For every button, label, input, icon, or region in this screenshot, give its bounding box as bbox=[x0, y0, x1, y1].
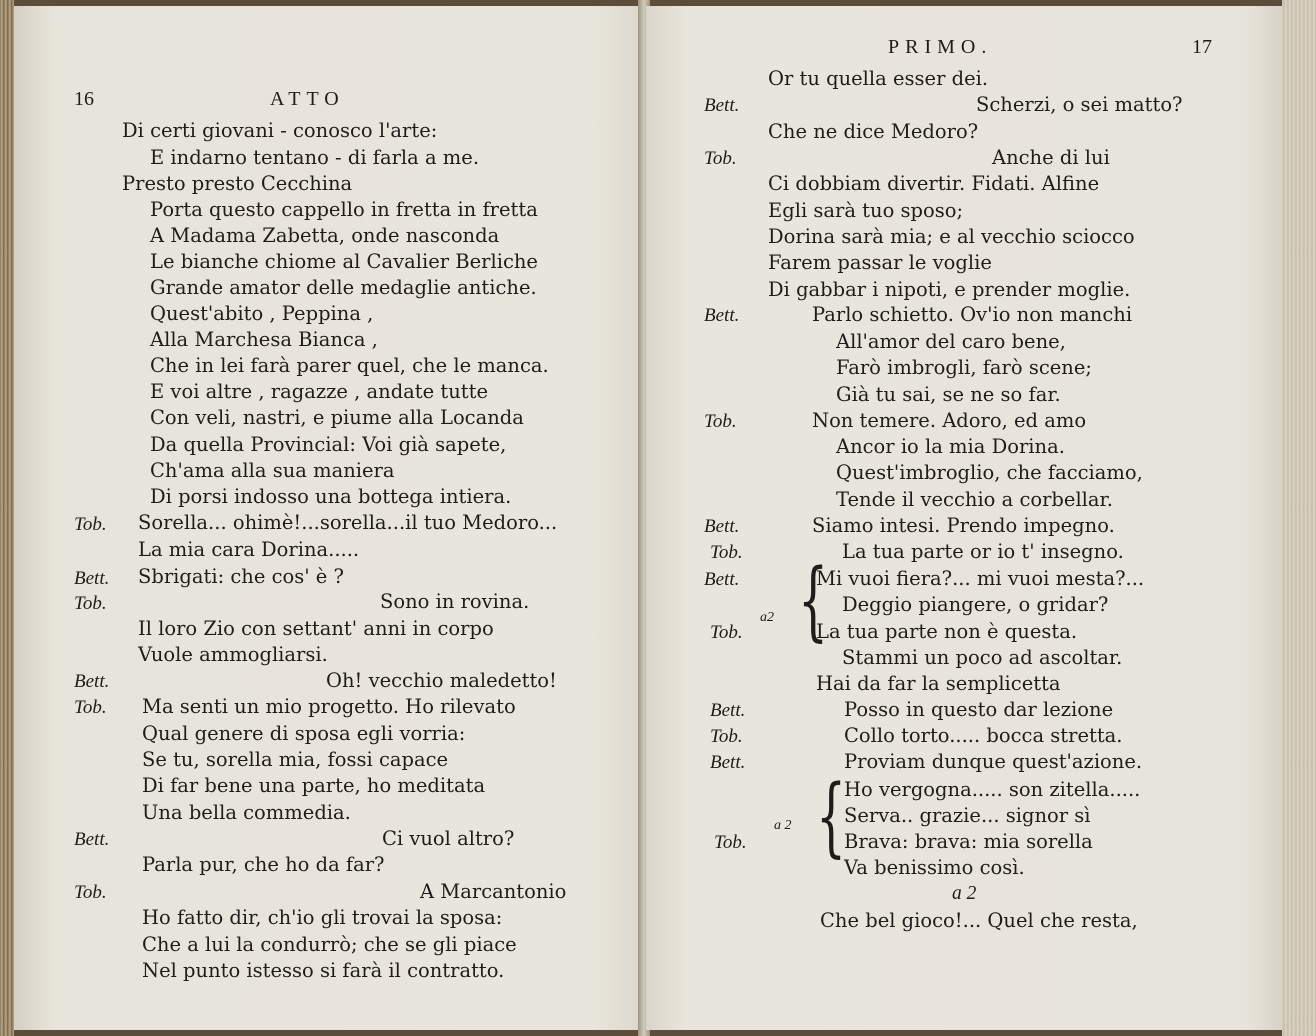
verse-line: Dorina sarà mia; e al vecchio sciocco bbox=[768, 225, 1135, 248]
verse-line: Serva.. grazie... signor sì bbox=[844, 804, 1091, 827]
speaker-label: Tob. bbox=[714, 832, 747, 853]
verse-line: Siamo intesi. Prendo impegno. bbox=[812, 514, 1115, 537]
verse-line: Ci dobbiam divertir. Fidati. Alfine bbox=[768, 172, 1100, 195]
verse-line: Anche di lui bbox=[992, 146, 1110, 169]
verse-line: Di porsi indosso una bottega intiera. bbox=[150, 485, 512, 508]
verse-line: Sono in rovina. bbox=[380, 590, 530, 613]
verse-line: La mia cara Dorina..... bbox=[138, 538, 360, 561]
verse-line: Con veli, nastri, e piume alla Locanda bbox=[150, 406, 524, 429]
speaker-label: Tob. bbox=[710, 726, 743, 747]
verse-line: Deggio piangere, o gridar? bbox=[842, 593, 1109, 616]
speaker-label: Bett. bbox=[704, 95, 740, 116]
verse-line: Stammi un poco ad ascoltar. bbox=[842, 646, 1123, 669]
a2-mark: a 2 bbox=[774, 818, 792, 833]
page-number: 17 bbox=[1192, 36, 1212, 58]
verse-line: Che bel gioco!... Quel che resta, bbox=[820, 909, 1138, 932]
verse-line: Oh! vecchio maledetto! bbox=[326, 669, 557, 692]
verse-line: Una bella commedia. bbox=[142, 801, 351, 824]
speaker-label: Tob. bbox=[710, 622, 743, 643]
running-head: ATTO bbox=[270, 88, 345, 110]
verse-line: Di gabbar i nipoti, e prender moglie. bbox=[768, 278, 1131, 301]
verse-line: Sbrigati: che cos' è ? bbox=[138, 565, 344, 588]
verse-line: Nel punto istesso si farà il contratto. bbox=[142, 959, 505, 982]
verse-line: Qual genere di sposa egli vorria: bbox=[142, 722, 466, 745]
speaker-label: Bett. bbox=[74, 671, 110, 692]
verse-line: Quest'imbroglio, che facciamo, bbox=[836, 461, 1143, 484]
speaker-label: Tob. bbox=[704, 148, 737, 169]
speaker-label: Tob. bbox=[74, 697, 107, 718]
verse-line: A Marcantonio bbox=[420, 880, 567, 903]
left-page bbox=[14, 6, 642, 1030]
speaker-label: Bett. bbox=[704, 569, 740, 590]
verse-line: Il loro Zio con settant' anni in corpo bbox=[138, 617, 494, 640]
verse-line: E indarno tentano - di farla a me. bbox=[150, 146, 480, 169]
speaker-label: Bett. bbox=[704, 305, 740, 326]
verse-line: Farem passar le voglie bbox=[768, 251, 992, 274]
verse-line: Tende il vecchio a corbellar. bbox=[836, 488, 1113, 511]
verse-line: Quest'abito , Peppina , bbox=[150, 302, 374, 325]
running-head: PRIMO. bbox=[888, 36, 993, 58]
verse-line: Che in lei farà parer quel, che le manca. bbox=[150, 354, 549, 377]
verse-line: Or tu quella esser dei. bbox=[768, 67, 989, 90]
verse-line: Vuole ammogliarsi. bbox=[138, 643, 328, 666]
verse-line: Proviam dunque quest'azione. bbox=[844, 750, 1143, 773]
verse-line: Farò imbrogli, farò scene; bbox=[836, 356, 1092, 379]
left-brace: { bbox=[798, 551, 829, 651]
speaker-label: Bett. bbox=[710, 752, 746, 773]
verse-line: Egli sarà tuo sposo; bbox=[768, 199, 964, 222]
verse-line: Parla pur, che ho da far? bbox=[142, 853, 385, 876]
verse-line: Collo torto..... bocca stretta. bbox=[844, 724, 1123, 747]
speaker-label: Tob. bbox=[704, 411, 737, 432]
verse-line: Non temere. Adoro, ed amo bbox=[812, 409, 1087, 432]
verse-line: Ho fatto dir, ch'io gli trovai la sposa: bbox=[142, 906, 503, 929]
verse-line: La tua parte or io t' insegno. bbox=[842, 540, 1124, 563]
verse-line: Già tu sai, se ne so far. bbox=[836, 383, 1061, 406]
verse-line: Scherzi, o sei matto? bbox=[976, 93, 1183, 116]
page-number: 16 bbox=[74, 88, 94, 110]
left-brace: { bbox=[816, 767, 847, 867]
verse-line: Ci vuol altro? bbox=[382, 827, 515, 850]
verse-line: Ma senti un mio progetto. Ho rilevato bbox=[142, 695, 516, 718]
verse-line: Che ne dice Medoro? bbox=[768, 120, 979, 143]
verse-line: Mi vuoi fiera?... mi vuoi mesta?... bbox=[816, 567, 1145, 590]
right-page bbox=[646, 6, 1282, 1030]
verse-line: Se tu, sorella mia, fossi capace bbox=[142, 748, 449, 771]
verse-line: Presto presto Cecchina bbox=[122, 172, 353, 195]
right-page-edges bbox=[1282, 0, 1316, 1036]
verse-line: Parlo schietto. Ov'io non manchi bbox=[812, 303, 1133, 326]
speaker-label: Bett. bbox=[74, 829, 110, 850]
verse-line: Hai da far la semplicetta bbox=[816, 672, 1061, 695]
verse-line: Grande amator delle medaglie antiche. bbox=[150, 276, 537, 299]
verse-line: Alla Marchesa Bianca , bbox=[150, 328, 378, 351]
verse-line: La tua parte non è questa. bbox=[816, 620, 1078, 643]
speaker-label: Bett. bbox=[74, 568, 110, 589]
left-page-edges bbox=[0, 0, 14, 1036]
a2-mark: a2 bbox=[760, 610, 774, 625]
verse-line: Le bianche chiome al Cavalier Berliche bbox=[150, 250, 538, 273]
verse-line: All'amor del caro bene, bbox=[836, 330, 1066, 353]
verse-line: Ho vergogna..... son zitella..... bbox=[844, 778, 1141, 801]
speaker-label: Bett. bbox=[704, 516, 740, 537]
verse-line: E voi altre , ragazze , andate tutte bbox=[150, 380, 488, 403]
verse-line: Porta questo cappello in fretta in fretta bbox=[150, 198, 538, 221]
verse-line: Che a lui la condurrò; che se gli piace bbox=[142, 933, 517, 956]
a2-heading: a 2 bbox=[952, 883, 977, 904]
speaker-label: Tob. bbox=[74, 593, 107, 614]
verse-line: Da quella Provincial: Voi già sapete, bbox=[150, 433, 507, 456]
verse-line: Ancor io la mia Dorina. bbox=[836, 435, 1065, 458]
speaker-label: Tob. bbox=[74, 514, 107, 535]
verse-line: Di certi giovani - conosco l'arte: bbox=[122, 119, 438, 142]
speaker-label: Tob. bbox=[74, 882, 107, 903]
verse-line: Di far bene una parte, ho meditata bbox=[142, 774, 486, 797]
verse-line: Sorella... ohimè!...sorella...il tuo Medoro... bbox=[138, 511, 558, 534]
verse-line: Brava: brava: mia sorella bbox=[844, 830, 1093, 853]
verse-line: Ch'ama alla sua maniera bbox=[150, 459, 395, 482]
verse-line: Posso in questo dar lezione bbox=[844, 698, 1114, 721]
speaker-label: Bett. bbox=[710, 700, 746, 721]
speaker-label: Tob. bbox=[710, 542, 743, 563]
verse-line: A Madama Zabetta, onde nasconda bbox=[150, 224, 500, 247]
verse-line: Va benissimo così. bbox=[844, 856, 1025, 879]
